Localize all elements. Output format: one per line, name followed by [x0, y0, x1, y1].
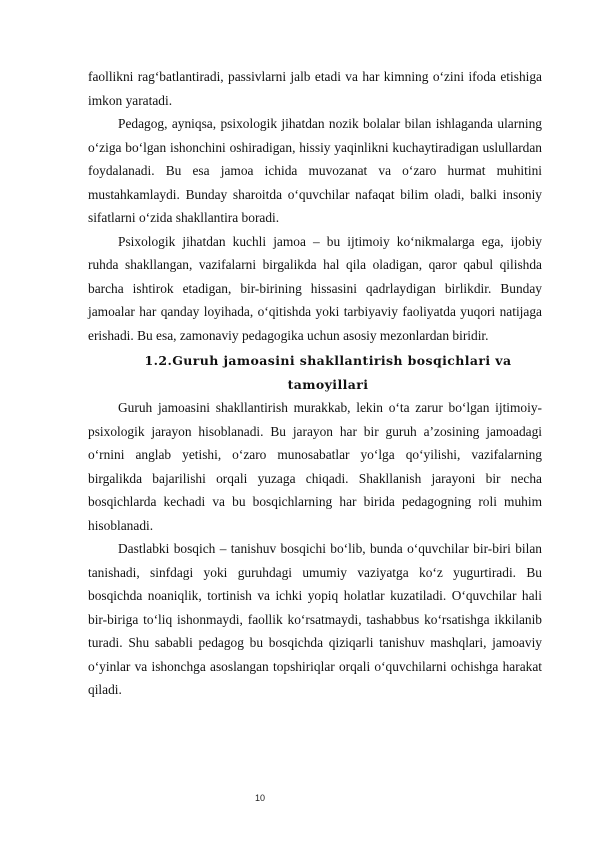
paragraph-psixologik-jamoa: Psixologik jihatdan kuchli jamoa – bu ijtimoiy ko‘nikmalarga ega, ijobiy ruhda shakllangan, vazifalarni birgalikda hal qila oladigan, qaror qabul qilishda barcha ishtirok etadigan, bir-birining hissasini qadrlaydigan birlikdir. Bunday jamoalar har qanday loyihada, o‘qitishda yoki tarbiyaviy faoliyatda yuqori natijaga erishadi. Bu esa, zamonaviy pedagogika uchun asosiy mezonlardan biridir. — [88, 233, 542, 343]
paragraph-dastlabki-bosqich: Dastlabki bosqich – tanishuv bosqichi bo‘lib, bunda o‘quvchilar bir-biri bilan tanishadi, sinfdagi yoki guruhdagi umumiy vaziyatga ko‘z yugurtiradi. Bu bosqichda noaniqlik, tortinish va ichki yopiq holatlar kuzatiladi. O‘quvchilar hali bir-biriga to‘liq ishonmaydi, faollik ko‘rsatmaydi, tashabbus ko‘rsatishga ikkilanib turadi. Shu sababli pedagog bu bosqichda qiziqarli tanishuv mashqlari, jamoaviy o‘yinlar va ishonchga asoslangan topshiriqlar orqali o‘quvchilarni ochishga harakat qiladi. — [88, 541, 542, 697]
paragraph-guruh-jamoasi: Guruh jamoasini shakllantirish murakkab, lekin o‘ta zarur bo‘lgan ijtimoiy-psixologik jarayon hisoblanadi. Bu jarayon har bir guruh a’zosining jamoadagi o‘rnini anglab yetishi, o‘zaro munosabatlar yo‘lga qo‘yilishi, vazifalarning birgalikda bajarilishi orqali yuzaga chiqadi. Shakllanish jarayoni bir necha bosqichlarda kechadi va bu bosqichlarning har birida pedagogning roli muhim hisoblanadi. — [88, 400, 542, 533]
section-heading: 1.2.Guruh jamoasini shakllantirish bosqichlari va tamoyillari — [144, 353, 512, 392]
paragraph-pedagog: Pedagog, ayniqsa, psixologik jihatdan nozik bolalar bilan ishlaganda ularning o‘ziga bo‘lgan ishonchini oshiradigan, hissiy yaqinlikni kuchaytiradigan uslullardan foydalanadi. Bu esa jamoa ichida muvozanat va o‘zaro hurmat muhitini mustahkamlaydi. Bunday sharoitda o‘quvchilar nafaqat bilim oladi, balki insoniy sifatlarni o‘zida shakllantira boradi. — [88, 116, 542, 225]
document-page — [88, 65, 542, 702]
paragraph-continuation: faollikni rag‘batlantiradi, passivlarni jalb etadi va har kimning o‘zini ifoda etishiga imkon yaratadi. — [88, 69, 542, 108]
page-number: 10 — [254, 793, 265, 803]
